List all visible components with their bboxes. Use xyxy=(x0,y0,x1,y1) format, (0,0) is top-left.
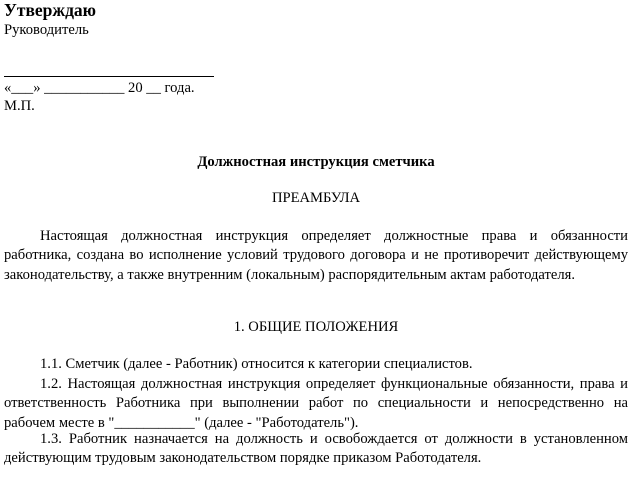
seal-mark: М.П. xyxy=(4,98,35,114)
approval-title: Утверждаю xyxy=(4,0,97,20)
approval-date-line: «___» ___________ 20 __ года. xyxy=(4,80,195,96)
clause-1-3: 1.3. Работник назначается на должность и освобождается от должности в установленном действующим трудовым законодательством порядке приказом Работодателя. xyxy=(4,431,628,467)
preamble-paragraph: Настоящая должностная инструкция определяет должностные права и обязанности работника, создана во исполнение условий трудового договора и не противоречит действующему законодательству, а также внутренним (локальным) распорядительным актам работодателя. xyxy=(4,228,628,283)
preamble-heading: ПРЕАМБУЛА xyxy=(271,190,361,206)
document-title: Должностная инструкция сметчика xyxy=(197,154,435,170)
approval-role: Руководитель xyxy=(4,22,89,38)
signature-line xyxy=(4,76,214,77)
general-provisions-heading: 1. ОБЩИЕ ПОЛОЖЕНИЯ xyxy=(233,319,399,335)
clause-1-1: 1.1. Сметчик (далее - Работник) относится к категории специалистов. xyxy=(40,356,473,372)
clause-1-2: 1.2. Настоящая должностная инструкция определяет функциональные обязанности, права и ответственность Работника при выполнении работ по специальности и непосредственно на рабочем месте в "___________" (далее - "Работодатель"). xyxy=(4,376,628,431)
